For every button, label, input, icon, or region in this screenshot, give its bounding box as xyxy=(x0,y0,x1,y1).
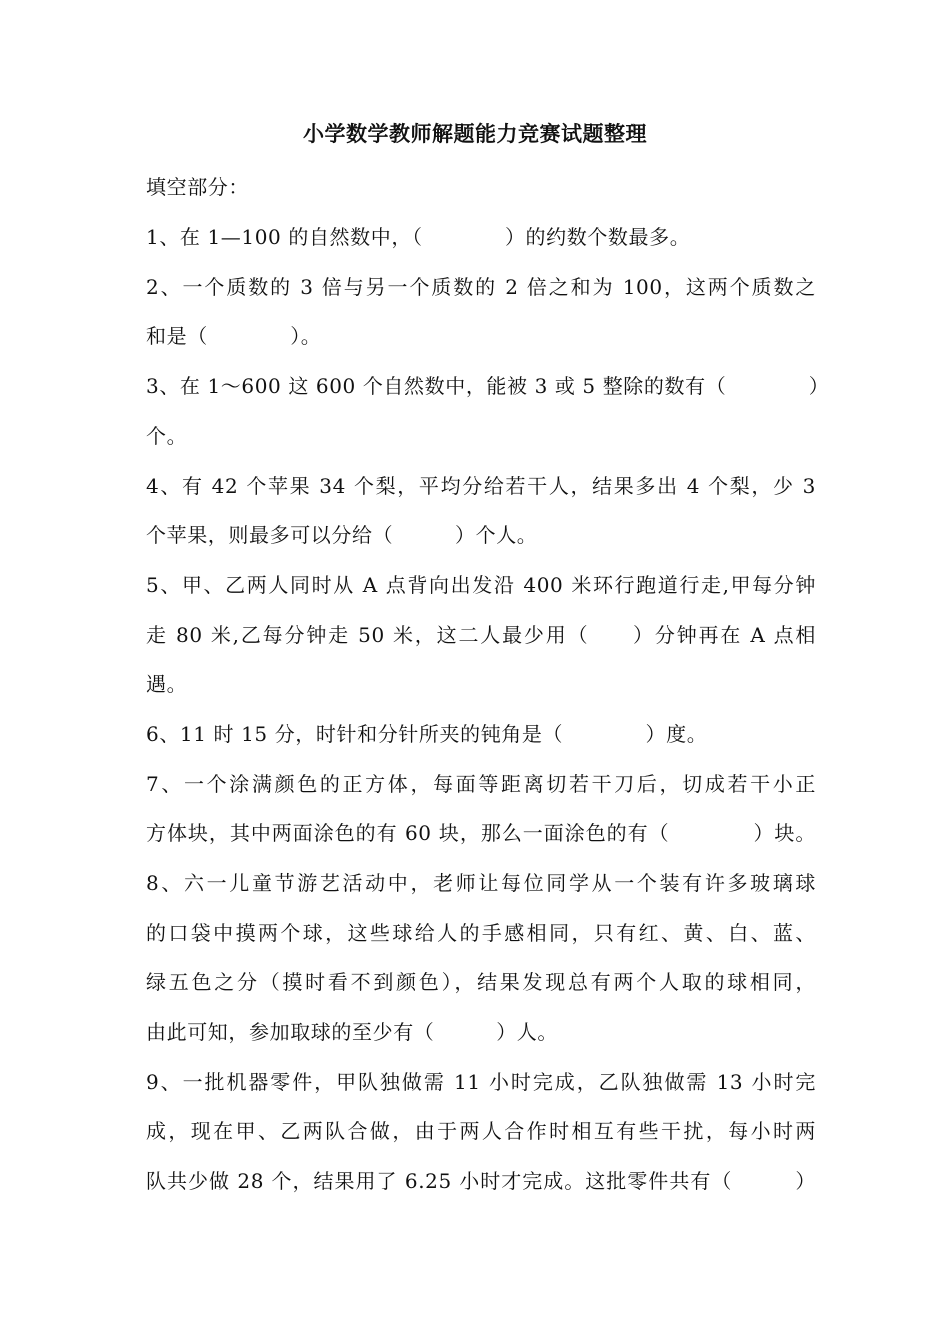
question-6-line-1: 6、11 时 15 分，时针和分针所夹的钝角是（ ）度。 xyxy=(146,722,708,746)
question-4-line-2: 个苹果，则最多可以分给（ ）个人。 xyxy=(146,523,538,547)
question-5-line-1: 5、甲、乙两人同时从 A 点背向出发沿 400 米环行跑道行走,甲每分钟 xyxy=(146,573,816,597)
section-heading: 填空部分： xyxy=(146,175,249,199)
question-9-line-1: 9、一批机器零件，甲队独做需 11 小时完成，乙队独做需 13 小时完 xyxy=(146,1070,816,1094)
question-5-line-2: 走 80 米,乙每分钟走 50 米，这二人最少用（ ）分钟再在 A 点相 xyxy=(146,623,816,647)
question-8-line-2: 的口袋中摸两个球，这些球给人的手感相同，只有红、黄、白、蓝、 xyxy=(146,921,816,945)
question-7-line-1: 7、一个涂满颜色的正方体，每面等距离切若干刀后，切成若干小正 xyxy=(146,772,816,796)
question-4-line-1: 4、有 42 个苹果 34 个梨，平均分给若干人，结果多出 4 个梨，少 3 xyxy=(146,474,816,498)
question-9-line-3: 队共少做 28 个，结果用了 6.25 小时才完成。这批零件共有（ ） xyxy=(146,1169,816,1193)
question-7-line-2: 方体块，其中两面涂色的有 60 块，那么一面涂色的有（ ）块。 xyxy=(146,821,816,845)
question-9-line-2: 成，现在甲、乙两队合做，由于两人合作时相互有些干扰，每小时两 xyxy=(146,1119,816,1143)
question-3-line-2: 个。 xyxy=(146,424,188,448)
question-8-line-1: 8、六一儿童节游艺活动中，老师让每位同学从一个装有许多玻璃球 xyxy=(146,871,816,895)
question-2-line-2: 和是（ ）。 xyxy=(146,324,322,348)
document-title: 小学数学教师解题能力竞赛试题整理 xyxy=(303,122,647,146)
question-3-line-1: 3、在 1～600 这 600 个自然数中，能被 3 或 5 整除的数有（ ） xyxy=(146,374,830,398)
question-2-line-1: 2、一个质数的 3 倍与另一个质数的 2 倍之和为 100，这两个质数之 xyxy=(146,275,816,299)
question-5-line-3: 遇。 xyxy=(146,672,188,696)
question-8-line-4: 由此可知，参加取球的至少有（ ）人。 xyxy=(146,1020,558,1044)
question-1-line-1: 1、在 1—100 的自然数中，（ ）的约数个数最多。 xyxy=(146,225,691,249)
question-8-line-3: 绿五色之分（摸时看不到颜色），结果发现总有两个人取的球相同， xyxy=(146,970,816,994)
